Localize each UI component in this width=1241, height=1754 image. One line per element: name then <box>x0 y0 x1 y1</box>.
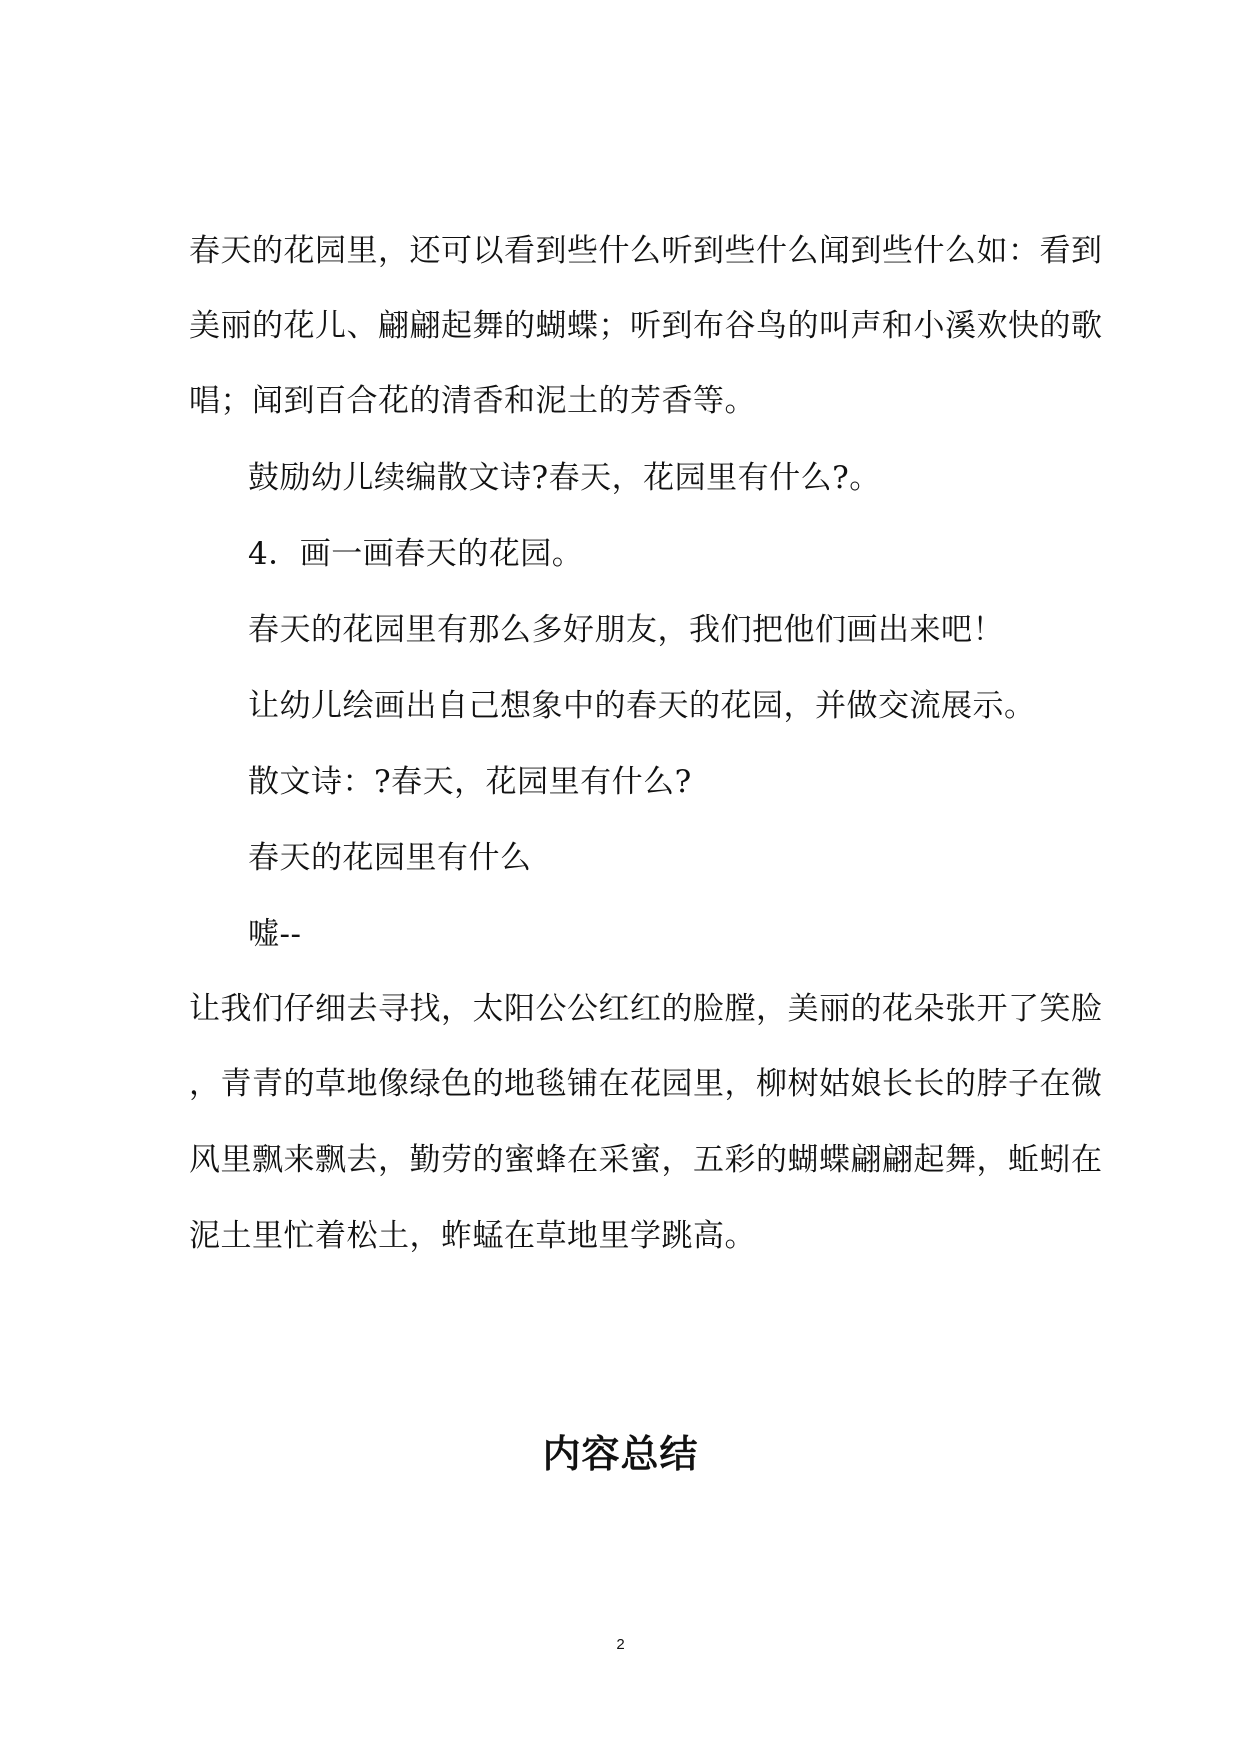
paragraph-line: 春天的花园里，还可以看到些什么听到些什么闻到些什么如：看到 <box>189 233 1103 269</box>
poem-title: 散文诗：?春天，花园里有什么? <box>248 764 692 800</box>
paragraph-line: 鼓励幼儿续编散文诗?春天，花园里有什么?。 <box>248 460 881 496</box>
paragraph-line: 春天的花园里有那么多好朋友，我们把他们画出来吧！ <box>248 612 1004 648</box>
poem-line: 嘘-- <box>248 916 302 952</box>
poem-line: 泥土里忙着松土，蚱蜢在草地里学跳高。 <box>189 1218 756 1254</box>
poem-line: 风里飘来飘去，勤劳的蜜蜂在采蜜，五彩的蝴蝶翩翩起舞，蚯蚓在 <box>189 1142 1103 1178</box>
poem-line: 让我们仔细去寻找，太阳公公红红的脸膛，美丽的花朵张开了笑脸 <box>189 991 1103 1027</box>
summary-title: 内容总结 <box>542 1432 699 1476</box>
section-heading: 4．画一画春天的花园。 <box>248 536 584 572</box>
paragraph-line: 唱；闻到百合花的清香和泥土的芳香等。 <box>189 383 756 419</box>
page-number: 2 <box>616 1636 625 1653</box>
poem-line: 春天的花园里有什么 <box>248 840 532 876</box>
paragraph-line: 让幼儿绘画出自己想象中的春天的花园，并做交流展示。 <box>248 688 1036 724</box>
poem-line: ，青青的草地像绿色的地毯铺在花园里，柳树姑娘长长的脖子在微 <box>189 1066 1103 1102</box>
paragraph-line: 美丽的花儿、翩翩起舞的蝴蝶；听到布谷鸟的叫声和小溪欢快的歌 <box>189 308 1103 344</box>
